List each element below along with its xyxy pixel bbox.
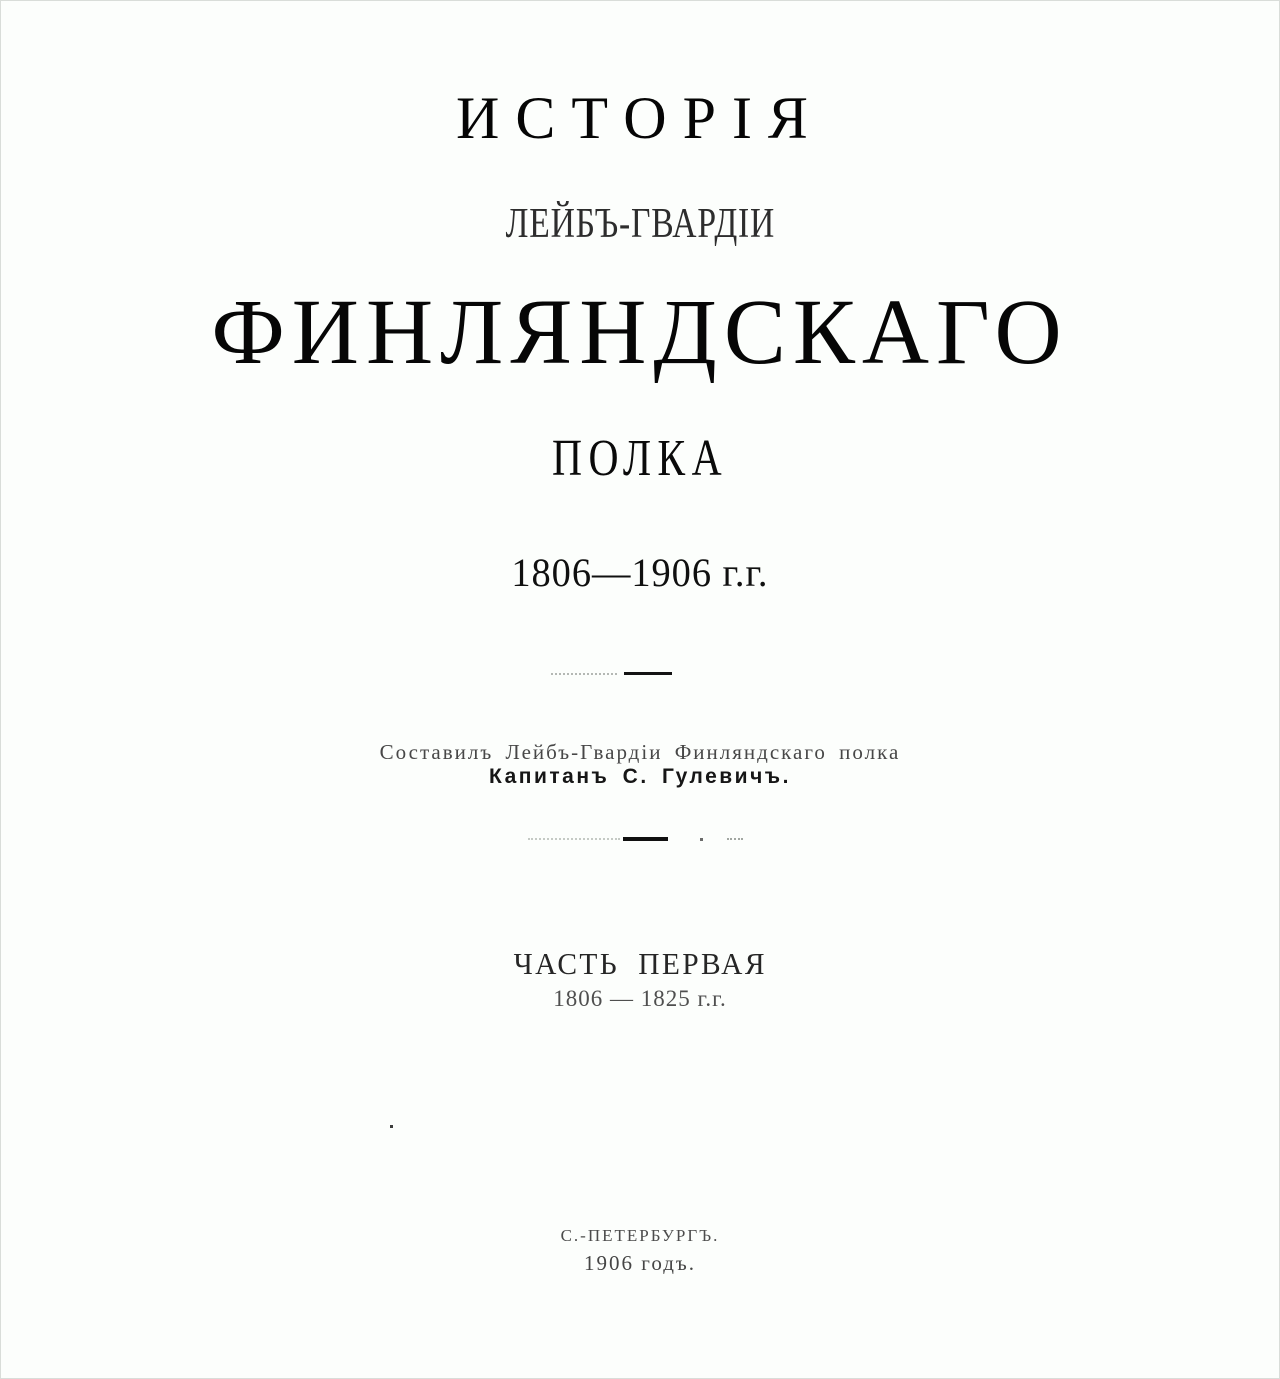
compiler-name: Капитанъ С. Гулевичъ. — [489, 765, 791, 788]
part-title — [1, 948, 1279, 979]
divider-speck — [700, 838, 703, 841]
subtitle-leib-gvardii — [1, 203, 1279, 245]
part-title-text: ЧАСТЬ ПЕРВАЯ — [513, 946, 767, 981]
ornament-divider-top — [551, 672, 681, 675]
regiment-unit-title — [1, 430, 1279, 487]
years-range — [1, 550, 1279, 595]
divider-faded-dots — [551, 673, 617, 675]
publication-year: 1906 годъ. — [583, 1251, 697, 1275]
scan-artifact-speck — [390, 1125, 393, 1128]
publisher-city: С.-ПЕТЕРБУРГЪ. — [560, 1226, 720, 1245]
years-range-text: 1806—1906 г.г. — [511, 550, 769, 595]
part-years: 1806 — 1825 г.г. — [553, 986, 727, 1011]
compiler-line: Составилъ Лейбъ-Гвардіи Финляндскаго полка — [379, 740, 901, 764]
regiment-title: ФИНЛЯНДСКАГО — [211, 281, 1069, 384]
ornament-divider-bottom — [528, 837, 743, 841]
divider-solid-rule — [623, 837, 668, 841]
divider-faded-dash — [727, 838, 743, 840]
regiment-unit-text: ПОЛКА — [551, 430, 729, 487]
subtitle-text: ЛЕЙБЪ-ГВАРДІИ — [505, 201, 775, 247]
book-title: ИСТОРІЯ — [456, 85, 824, 151]
divider-faded-dots — [528, 838, 620, 840]
divider-solid-rule — [624, 672, 672, 675]
